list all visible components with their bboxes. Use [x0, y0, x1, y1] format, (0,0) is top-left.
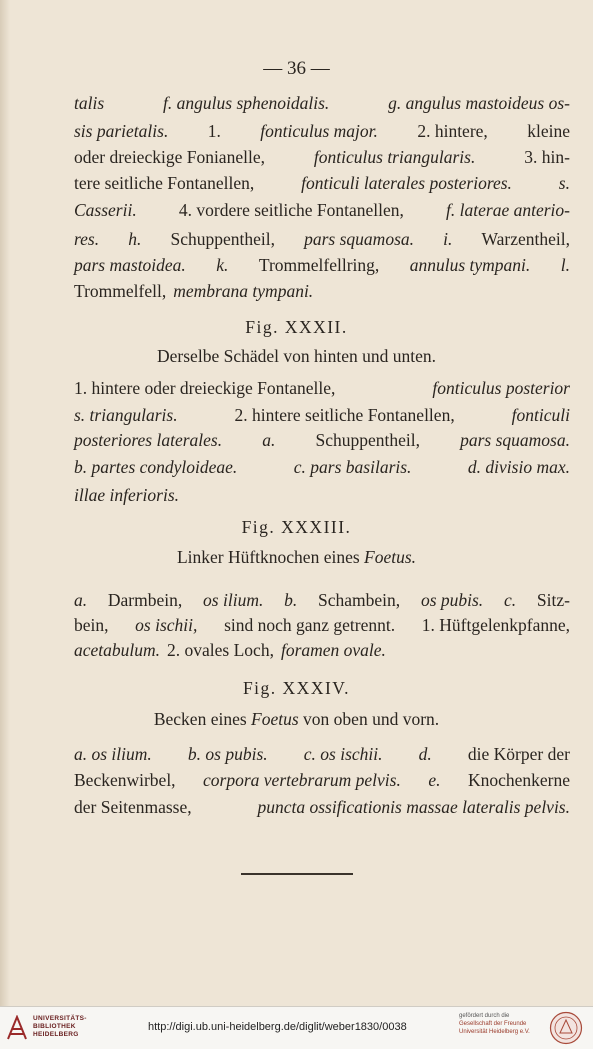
p1-segment: kleine: [527, 121, 570, 141]
p1-segment: Warzentheil,: [481, 229, 570, 249]
fig-33-heading: Fig. XXXIII.: [241, 517, 352, 537]
permalink-url[interactable]: http://digi.ub.uni-heidelberg.de/diglit/weber1830/0038: [148, 1021, 407, 1033]
p1-line: [74, 254, 570, 276]
p1-segment: i.: [443, 229, 453, 249]
fig34-line: [74, 743, 570, 765]
page-number: — 36 —: [263, 58, 330, 79]
fig32-segment: fonticulus posterior: [432, 378, 570, 398]
p1-segment: Schuppentheil,: [170, 229, 275, 249]
p1-segment: membrana tympani.: [173, 281, 314, 301]
p1-line: [74, 146, 570, 168]
p1-segment: fonticulus major.: [260, 121, 378, 141]
fig-33-caption: [0, 546, 593, 568]
fig32-segment: posteriores laterales.: [74, 430, 223, 450]
fig32-segment: a.: [262, 430, 276, 450]
fig33-segment: os ischii,: [135, 615, 198, 635]
p1-segment: f. angulus sphenoidalis.: [163, 93, 330, 113]
page-edge-shadow: [0, 0, 10, 1006]
fig34-segment: e.: [428, 770, 441, 790]
fig33-segment: a.: [74, 590, 88, 610]
p1-segment: 1.: [207, 121, 221, 141]
fig32-segment: s. triangularis.: [74, 405, 178, 425]
fig34-line: [74, 796, 570, 818]
p1-segment: Trommelfell,: [74, 281, 167, 301]
fig34-segment: a. os ilium.: [74, 744, 152, 764]
p1-segment: res.: [74, 229, 100, 249]
fig32-line: [74, 456, 570, 478]
fig33-segment: Sitz-: [536, 590, 570, 610]
p1-line: [74, 172, 570, 194]
p1-segment: g. angulus mastoideus os-: [388, 93, 570, 113]
fig34-segment: b. os pubis.: [187, 744, 268, 764]
fig33-segment: acetabulum.: [74, 640, 161, 660]
fig-32-heading: Fig. XXXII.: [245, 317, 348, 337]
p1-segment: pars squamosa.: [304, 229, 415, 249]
caption-segment: Linker Hüftknochen eines: [176, 547, 365, 567]
fig-32-caption: [0, 345, 593, 367]
fig33-segment: 1. Hüftgelenkpfanne,: [421, 615, 570, 635]
end-rule: [241, 873, 353, 875]
p1-line: [74, 120, 570, 142]
fig-34-heading: Fig. XXXIV.: [242, 678, 351, 698]
fig34-segment: Knochenkerne: [467, 770, 570, 790]
fig34-segment: der Seitenmasse,: [74, 797, 192, 817]
p1-segment: h.: [128, 229, 142, 249]
fig34-segment: c. os ischii.: [303, 744, 383, 764]
fig32-line: [74, 429, 570, 451]
fig-34-caption: [0, 708, 593, 730]
caption-segment: von oben und vorn.: [298, 709, 440, 729]
p1-segment: fonticuli laterales posteriores.: [301, 173, 512, 193]
fig34-segment: die Körper der: [467, 744, 570, 764]
fig34-segment: Beckenwirbel,: [74, 770, 176, 790]
p1-segment: fonticulus triangularis.: [313, 147, 476, 167]
fig33-line: [74, 639, 570, 661]
fig32-line: [74, 484, 570, 506]
university-seal-icon: [549, 1011, 583, 1045]
p1-segment: 2. hintere,: [417, 121, 488, 141]
fig34-segment: d.: [418, 744, 432, 764]
p1-segment: pars mastoidea.: [74, 255, 186, 275]
p1-segment: k.: [216, 255, 229, 275]
p1-line: [74, 199, 570, 221]
fig33-line: [74, 589, 570, 611]
fig33-segment: Darmbein,: [107, 590, 183, 610]
funder-text: gefördert durch die Gesellschaft der Freunde Universität Heidelberg e.V.: [459, 1013, 530, 1035]
fig33-segment: os ilium.: [203, 590, 264, 610]
p1-segment: tere seitliche Fontanellen,: [74, 173, 255, 193]
fig33-segment: 2. ovales Loch,: [167, 640, 274, 660]
caption-segment: Derselbe Schädel von hinten und unten.: [157, 346, 436, 366]
library-name: UNIVERSITÄTS- BIBLIOTHEK HEIDELBERG: [33, 1015, 87, 1038]
fig33-segment: os pubis.: [420, 590, 484, 610]
p1-segment: Trommelfellring,: [258, 255, 380, 275]
p1-segment: talis: [74, 93, 105, 113]
fig33-line: [74, 614, 570, 636]
p1-segment: annulus tympani.: [409, 255, 531, 275]
fig32-segment: Schuppentheil,: [315, 430, 420, 450]
fig33-segment: Schambein,: [318, 590, 401, 610]
caption-segment: Foetus.: [364, 547, 417, 567]
p1-segment: l.: [560, 255, 570, 275]
p1-line: [74, 228, 570, 250]
p1-segment: 4. vordere seitliche Fontanellen,: [178, 200, 404, 220]
fig32-segment: d. divisio max.: [467, 457, 570, 477]
library-logo-icon: [6, 1015, 28, 1041]
fig33-segment: bein,: [74, 615, 109, 635]
fig32-segment: fonticuli: [511, 405, 570, 425]
fig33-segment: c.: [503, 590, 517, 610]
fig32-segment: pars squamosa.: [460, 430, 570, 450]
p1-segment: oder dreieckige Fonianelle,: [74, 147, 265, 167]
p1-line: [74, 92, 570, 114]
caption-segment: Becken eines: [153, 709, 252, 729]
fig32-segment: b. partes condyloideae.: [74, 457, 238, 477]
fig32-segment: illae inferioris.: [74, 485, 179, 505]
fig34-segment: puncta ossificationis massae lateralis pelvis.: [257, 797, 570, 817]
p1-segment: sis parietalis.: [74, 121, 169, 141]
p1-segment: s.: [558, 173, 570, 193]
fig33-segment: b.: [284, 590, 298, 610]
fig34-line: [74, 769, 570, 791]
fig34-segment: corpora vertebrarum pelvis.: [203, 770, 401, 790]
p1-line: [74, 280, 570, 302]
viewer-footer: [0, 1006, 593, 1049]
fig32-line: [74, 377, 570, 399]
fig33-segment: foramen ovale.: [280, 640, 386, 660]
fig33-segment: sind noch ganz getrennt.: [224, 615, 396, 635]
fig32-segment: 2. hintere seitliche Fontanellen,: [234, 405, 455, 425]
p1-segment: f. laterae anterio-: [446, 200, 570, 220]
p1-segment: 3. hin-: [524, 147, 570, 167]
p1-segment: Casserii.: [74, 200, 137, 220]
fig32-segment: 1. hintere oder dreieckige Fontanelle,: [74, 378, 336, 398]
fig32-segment: c. pars basilaris.: [293, 457, 412, 477]
fig32-line: [74, 404, 570, 426]
caption-segment: Foetus: [251, 709, 299, 729]
